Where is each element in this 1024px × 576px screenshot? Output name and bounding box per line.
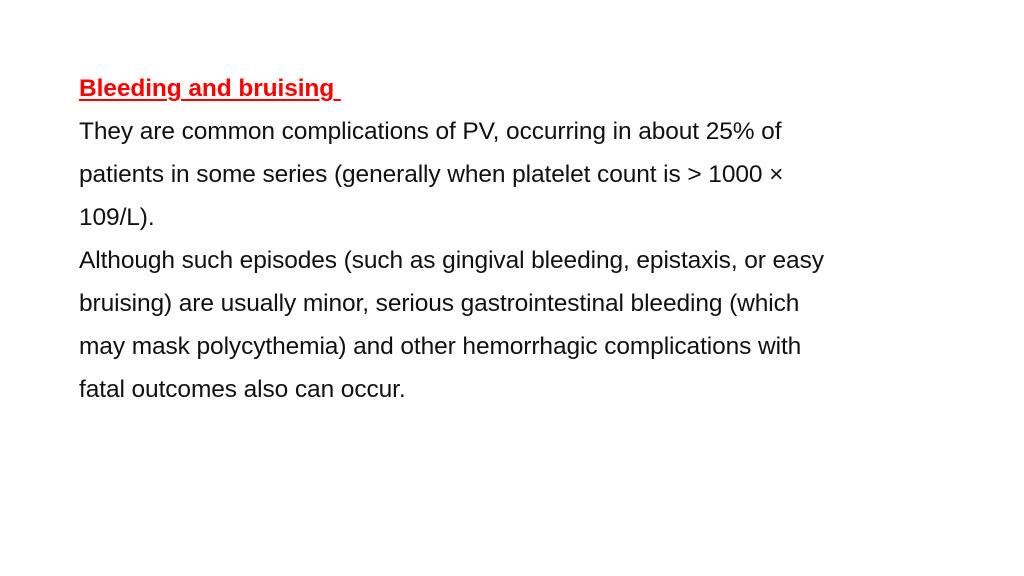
paragraph-1 [79,110,979,239]
paragraph-2-line: may mask polycythemia) and other hemorrhagic complications with [79,333,802,360]
heading-line [79,67,979,110]
paragraph-1-line: patients in some series (generally when platelet count is > 1000 × [79,161,784,188]
slide-heading: Bleeding and bruising [79,75,341,102]
paragraph-2 [79,239,979,411]
slide-body [79,67,979,411]
paragraph-2-line: bruising) are usually minor, serious gastrointestinal bleeding (which [79,290,800,317]
paragraph-2-line: Although such episodes (such as gingival bleeding, epistaxis, or easy [79,247,824,274]
paragraph-1-line: 109/L). [79,204,155,231]
paragraph-2-line: fatal outcomes also can occur. [79,376,406,403]
paragraph-1-line: They are common complications of PV, occurring in about 25% of [79,118,782,145]
